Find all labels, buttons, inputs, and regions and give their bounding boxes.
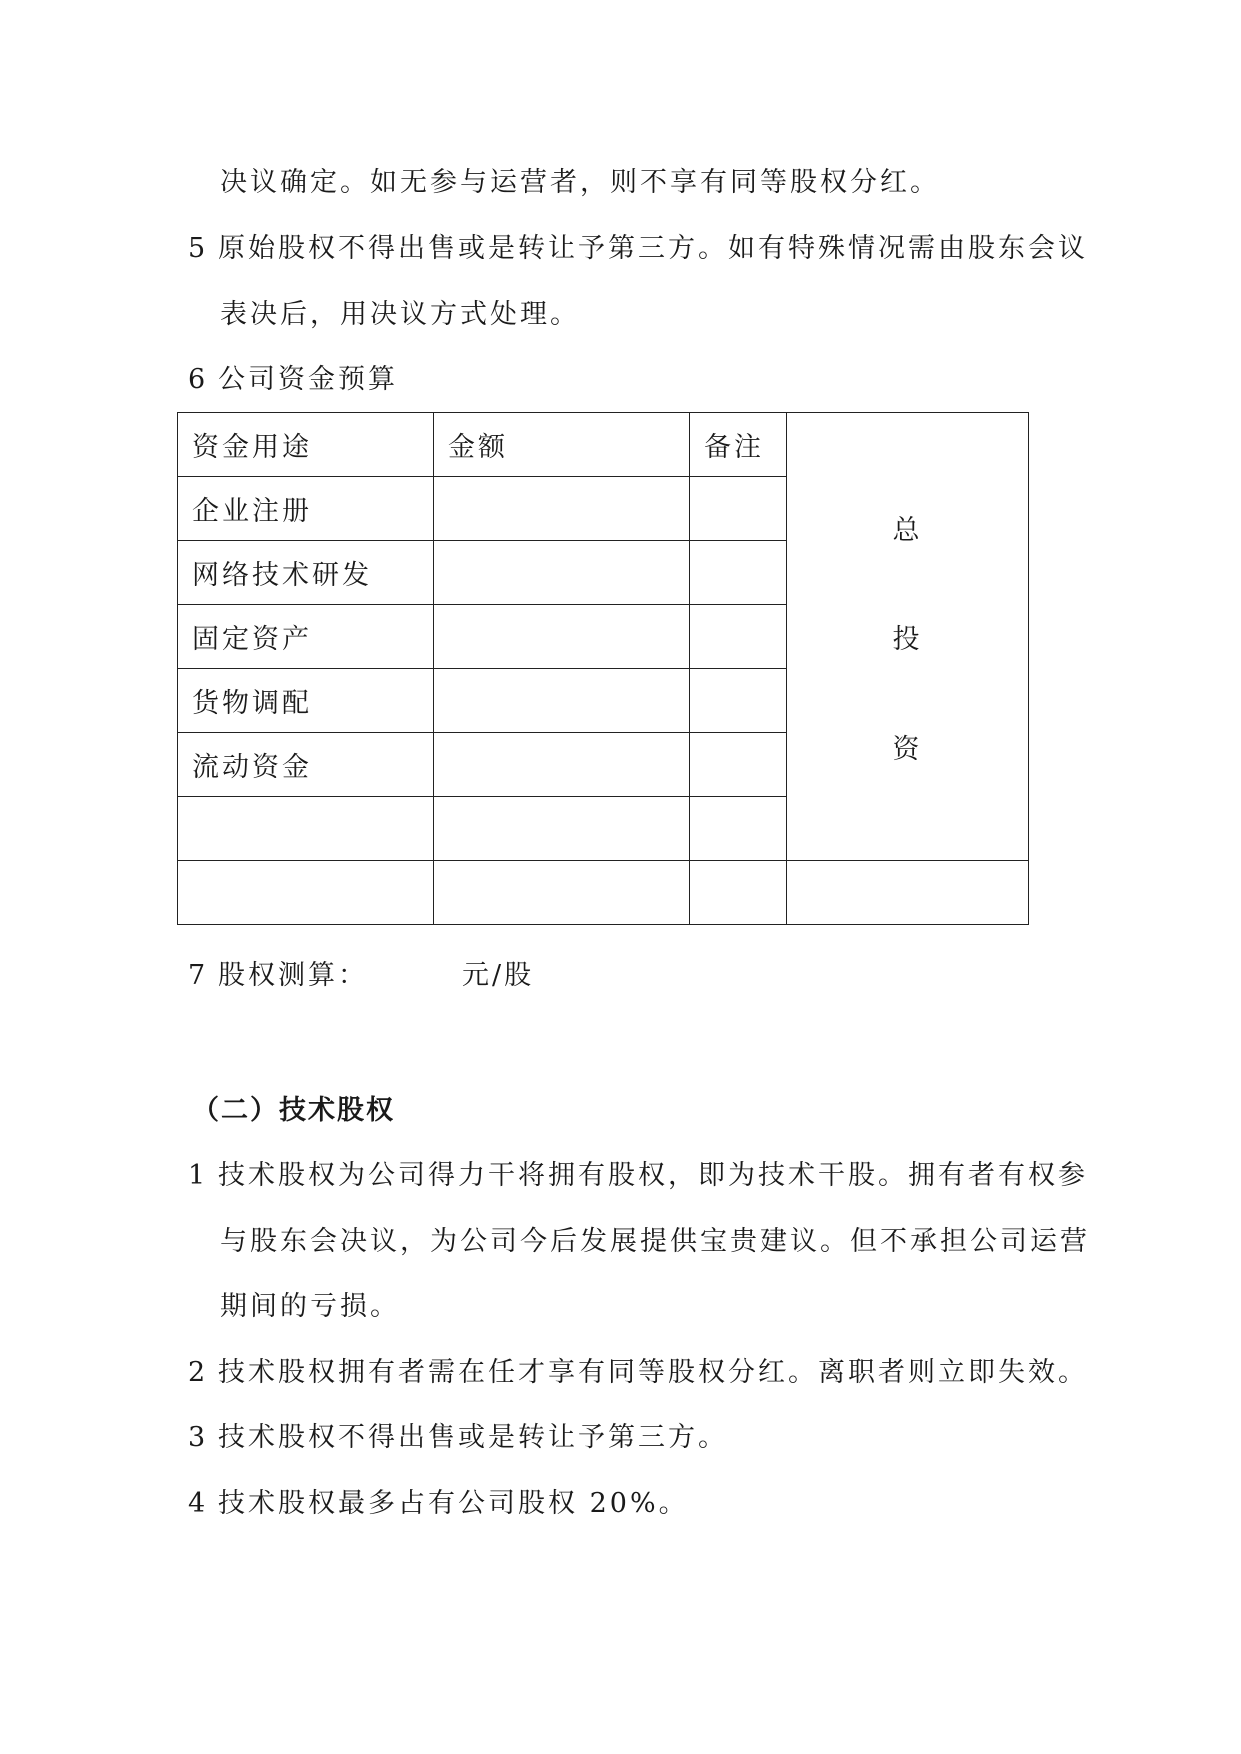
list-number: 6 (188, 364, 209, 395)
table-cell (690, 861, 787, 925)
list-text: 原始股权不得出售或是转让予第三方。如有特殊情况需由股东会议 (218, 233, 1088, 264)
table-cell (434, 797, 690, 861)
table-cell (690, 669, 787, 733)
table-cell (434, 477, 690, 541)
table-cell (434, 733, 690, 797)
list-text: 期间的亏损。 (220, 1291, 400, 1322)
table-cell (690, 477, 787, 541)
table-cell: 流动资金 (178, 733, 434, 797)
list-item-2 (188, 1356, 1088, 1390)
list-number: 3 (188, 1422, 209, 1453)
table-cell: 货物调配 (178, 669, 434, 733)
list-item-5 (188, 232, 1088, 266)
list-text: 表决后，用决议方式处理。 (220, 299, 580, 330)
list-text: 技术股权最多占有公司股权 20%。 (218, 1488, 689, 1519)
table-cell (690, 605, 787, 669)
table-cell: 企业注册 (178, 477, 434, 541)
table-cell (690, 541, 787, 605)
table-row (178, 861, 1029, 925)
paragraph-5-cont (220, 166, 940, 200)
table-header-row (178, 413, 1029, 477)
list-item-7 (188, 959, 534, 993)
total-char: 总 (892, 514, 923, 546)
list-text: 技术股权拥有者需在任才享有同等股权分红。离职者则立即失效。 (218, 1357, 1088, 1388)
equity-calc-label: 股权测算： (218, 960, 368, 991)
list-text: 公司资金预算 (218, 364, 398, 395)
table-cell (434, 605, 690, 669)
list-text: 技术股权不得出售或是转让予第三方。 (218, 1422, 728, 1453)
list-number: 4 (188, 1488, 209, 1519)
list-number: 5 (188, 233, 209, 264)
header-cell-amount: 金额 (434, 413, 690, 477)
list-item-6 (188, 363, 398, 397)
table-cell (690, 797, 787, 861)
list-number: 2 (188, 1357, 209, 1388)
list-item-4 (188, 1487, 689, 1521)
list-item-1-cont (220, 1290, 400, 1324)
table-cell (787, 861, 1029, 925)
list-number: 7 (188, 960, 209, 991)
list-number: 1 (188, 1160, 209, 1191)
table-cell (690, 733, 787, 797)
list-item-5-cont (220, 298, 580, 332)
table-cell (178, 861, 434, 925)
budget-table (177, 412, 1029, 925)
table-cell (434, 541, 690, 605)
list-text: 与股东会决议，为公司今后发展提供宝贵建议。但不承担公司运营 (220, 1226, 1090, 1257)
total-investment-label (787, 508, 1028, 766)
table-cell (434, 669, 690, 733)
table-cell: 网络技术研发 (178, 541, 434, 605)
total-char: 资 (892, 733, 923, 765)
table-cell: 固定资产 (178, 605, 434, 669)
list-item-3 (188, 1421, 728, 1455)
list-item-1-cont (220, 1225, 1090, 1259)
total-investment-cell (787, 413, 1029, 861)
table-cell (434, 861, 690, 925)
section-heading-tech-equity (192, 1094, 395, 1128)
header-cell-note: 备注 (690, 413, 787, 477)
heading-text: （二）技术股权 (192, 1095, 395, 1126)
header-cell-purpose: 资金用途 (178, 413, 434, 477)
table-cell (178, 797, 434, 861)
total-char: 投 (892, 624, 923, 655)
equity-calc-unit: 元/股 (462, 960, 535, 991)
list-text: 技术股权为公司得力干将拥有股权，即为技术干股。拥有者有权参 (218, 1160, 1088, 1191)
list-item-1 (188, 1159, 1088, 1193)
paragraph-text: 决议确定。如无参与运营者，则不享有同等股权分红。 (220, 167, 940, 198)
